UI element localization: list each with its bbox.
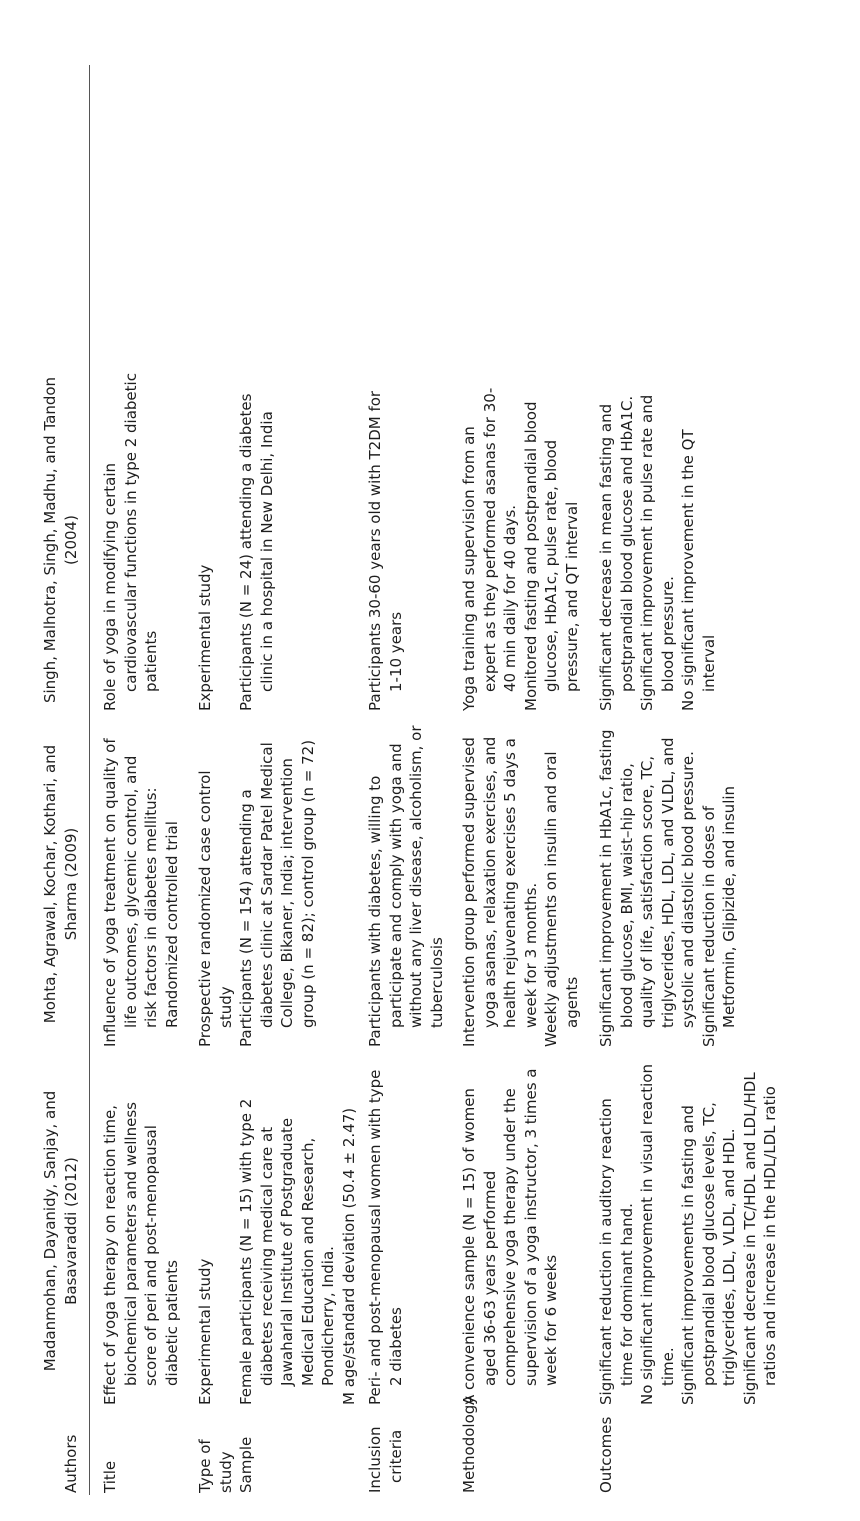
study-3-inclusion [359,359,447,711]
table-row [582,65,781,1495]
study-1-methodology [447,1047,582,1405]
study-1-title: Effect of yoga therapy on reaction time, biochemical parameters and wellness score of peri and post-menopausal diabetic patients [101,1102,181,1405]
list-item: No significant improvement in visual reaction time. [638,1064,677,1405]
blank-column [40,65,90,359]
list-item: Peri- and post-menopausal women with type 2 diabetes [366,1069,405,1405]
study-2-authors: Mohta, Agrawal, Kochar, Kothari, and Sharma (2009) [40,711,90,1047]
table-row [447,65,582,1495]
list-item: M age/standard deviation (50.4 ± 2.47) [339,1107,358,1405]
list-item: Participants (N = 24) attending a diabetes clinic in a hospital in New Delhi, India [237,393,276,711]
header-row [40,65,90,1495]
row-label-methodology: Methodology [460,1395,478,1493]
list-item: Yoga training and supervision from an expert as they performed asanas for 30-40 min daily for 40 days. [460,387,519,711]
study-1-type: Experimental study [196,1258,214,1405]
study-1-inclusion [359,1047,447,1405]
list-item: Monitored fasting and postprandial blood glucose, HbA1c, pulse rate, blood pressure, and QT interval [521,401,581,711]
study-3-methodology [447,359,582,711]
list-item: Significant improvements in fasting and postprandial blood glucose levels, TC, triglycerides, LDL, VLDL, and HDL. [679,1102,738,1405]
study-2-inclusion [359,711,447,1047]
list-item: Female participants (N = 15) with type 2 diabetes receiving medical care at Jawaharlal Institute of Postgraduate Medical Education and Research, Pondicherry, India. [237,1098,337,1405]
table-row [90,65,183,1495]
list-item: Significant improvement in pulse rate and blood pressure. [638,394,677,711]
study-1-outcomes [582,1047,781,1405]
list-item: Significant decrease in mean fasting and postprandial blood glucose and HbA1C. [597,395,636,711]
row-label-authors: Authors [40,1405,90,1495]
study-3-outcomes [582,359,781,711]
list-item: Weekly adjustments on insulin and oral agents [542,751,581,1047]
list-item: Participants 30-60 years old with T2DM for 1-10 years [366,390,405,711]
study-2-type: Prospective randomized case control study [196,770,235,1047]
row-label-type-of-study: Type of study [196,1439,235,1493]
list-item: Significant decrease in TC/HDL and LDL/HDL ratios and increase in the HDL/LDL ratio [740,1072,779,1405]
list-item: Significant reduction in auditory reaction time for dominant hand. [597,1098,636,1405]
table-row [359,65,447,1495]
row-label-inclusion-criteria: Inclusion criteria [366,1426,405,1493]
study-3-sample [236,359,359,711]
study-3-title: Role of yoga in modifying certain cardiovascular functions in type 2 diabetic patients [101,373,160,711]
study-1-sample [236,1047,359,1405]
study-2-sample [236,711,359,1047]
table-row [236,65,359,1495]
study-summary-table [40,65,781,1495]
list-item: Significant improvement in HbA1c, fasting blood glucose, BMI, waist–hip ratio, quality of life, satisfaction score, TC, triglycerides, HDL, LDL, and VLDL, and systolic and diastolic blood pressure. [597,729,697,1047]
list-item: Significant reduction in doses of Metformin, Glipizide, and insulin [699,785,738,1047]
list-item: Intervention group performed supervised yoga asanas, relaxation exercises, and health rejuvenating exercises 5 days a week for 3 months. [460,736,540,1047]
list-item: Participants (N = 154) attending a diabetes clinic at Sardar Patel Medical College, Bikaner, India; intervention group (n = 82); control group (n = 72) [237,739,317,1047]
study-2-title: Influence of yoga treatment on quality of life outcomes, glycemic control, and risk factors in diabetes mellitus: Randomized controlled trial [101,738,181,1047]
study-2-outcomes [582,711,781,1047]
list-item: No significant improvement in the QT interval [679,429,718,711]
study-2-methodology [447,711,582,1047]
study-1-authors: Madanmohan, Dayanidy, Sanjay, and Basavaraddi (2012) [40,1047,90,1405]
table-row [182,65,236,1495]
row-label-title: Title [101,1460,119,1493]
study-3-type: Experimental study [196,564,214,711]
list-item: Participants with diabetes, willing to participate and comply with yoga and without any liver disease, alcoholism, or tuberculosis [366,725,446,1047]
study-3-authors: Singh, Malhotra, Singh, Madhu, and Tandon (2004) [40,359,90,711]
list-item: A convenience sample (N = 15) of women aged 36-63 years performed comprehensive yoga therapy under the supervision of a yoga instructor, 3 times a week for 6 weeks [460,1068,560,1405]
row-label-sample: Sample [237,1436,255,1493]
row-label-outcomes: Outcomes [597,1416,615,1493]
